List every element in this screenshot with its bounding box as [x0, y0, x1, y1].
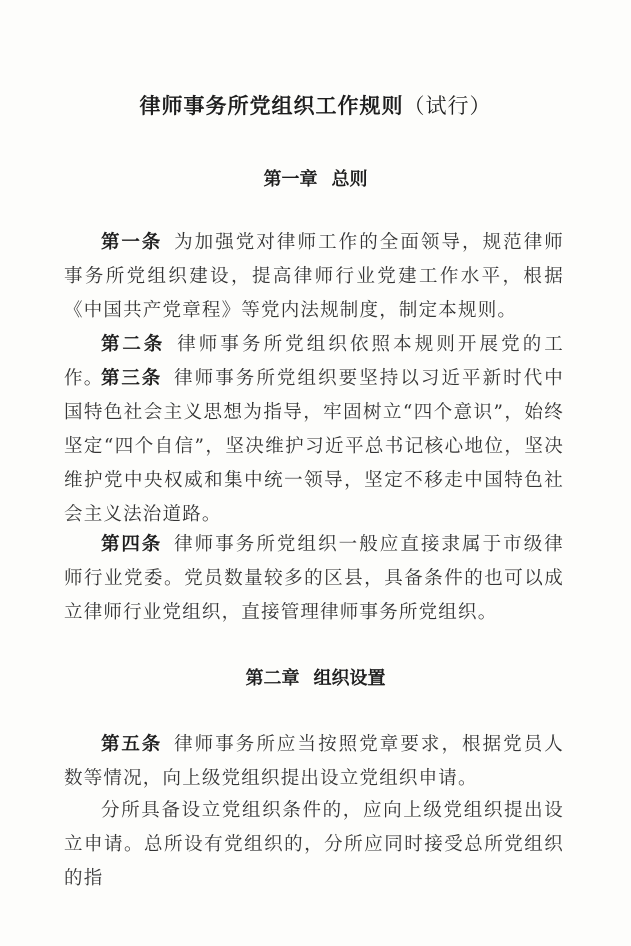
article-5	[64, 728, 564, 796]
paragraph-branch-text: 分所具备设立党组织条件的，应向上级党组织提出设立申请。总所设有党组织的，分所应同时接受总所党组织的指	[64, 800, 564, 889]
article-3-text: 律师事务所党组织要坚持以习近平新时代中国特色社会主义思想为指导，牢固树立“四个意识”，始终坚定“四个自信”，坚决维护习近平总书记核心地位，坚决维护党中央权威和集中统一领导，坚定不移走中国特色社会主义法治道路。	[64, 368, 564, 525]
article-4	[64, 528, 564, 630]
article-3	[64, 362, 564, 532]
chapter-1-name: 总则	[331, 169, 368, 190]
article-4-label: 第四条	[101, 534, 163, 555]
article-4-text: 律师事务所党组织一般应直接隶属于市级律师行业党委。党员数量较多的区县，具备条件的也可以成立律师行业党组织，直接管理律师事务所党组织。	[64, 534, 564, 623]
article-1-text: 为加强党对律师工作的全面领导，规范律师事务所党组织建设，提高律师行业党建工作水平，根据《中国共产党章程》等党内法规制度，制定本规则。	[64, 232, 564, 321]
title-main: 律师事务所党组织工作规则	[139, 94, 404, 118]
chapter-2-name: 组织设置	[313, 668, 386, 689]
title-suffix: （试行）	[403, 94, 492, 118]
article-1-label: 第一条	[101, 232, 163, 253]
chapter-1-heading	[0, 165, 631, 191]
chapter-2-number: 第二章	[245, 668, 300, 689]
article-5-text: 律师事务所应当按照党章要求，根据党员人数等情况，向上级党组织提出设立党组织申请。	[64, 734, 564, 789]
chapter-1-number: 第一章	[263, 169, 318, 190]
document-title	[0, 90, 631, 120]
paragraph-branch-office	[64, 794, 564, 896]
chapter-2-heading	[0, 664, 631, 690]
article-2-text: 律师事务所党组织依照本规则开展党的工作。	[64, 334, 564, 389]
article-1	[64, 226, 564, 328]
article-2-label: 第二条	[101, 334, 166, 355]
article-3-label: 第三条	[101, 368, 163, 389]
article-5-label: 第五条	[101, 734, 163, 755]
